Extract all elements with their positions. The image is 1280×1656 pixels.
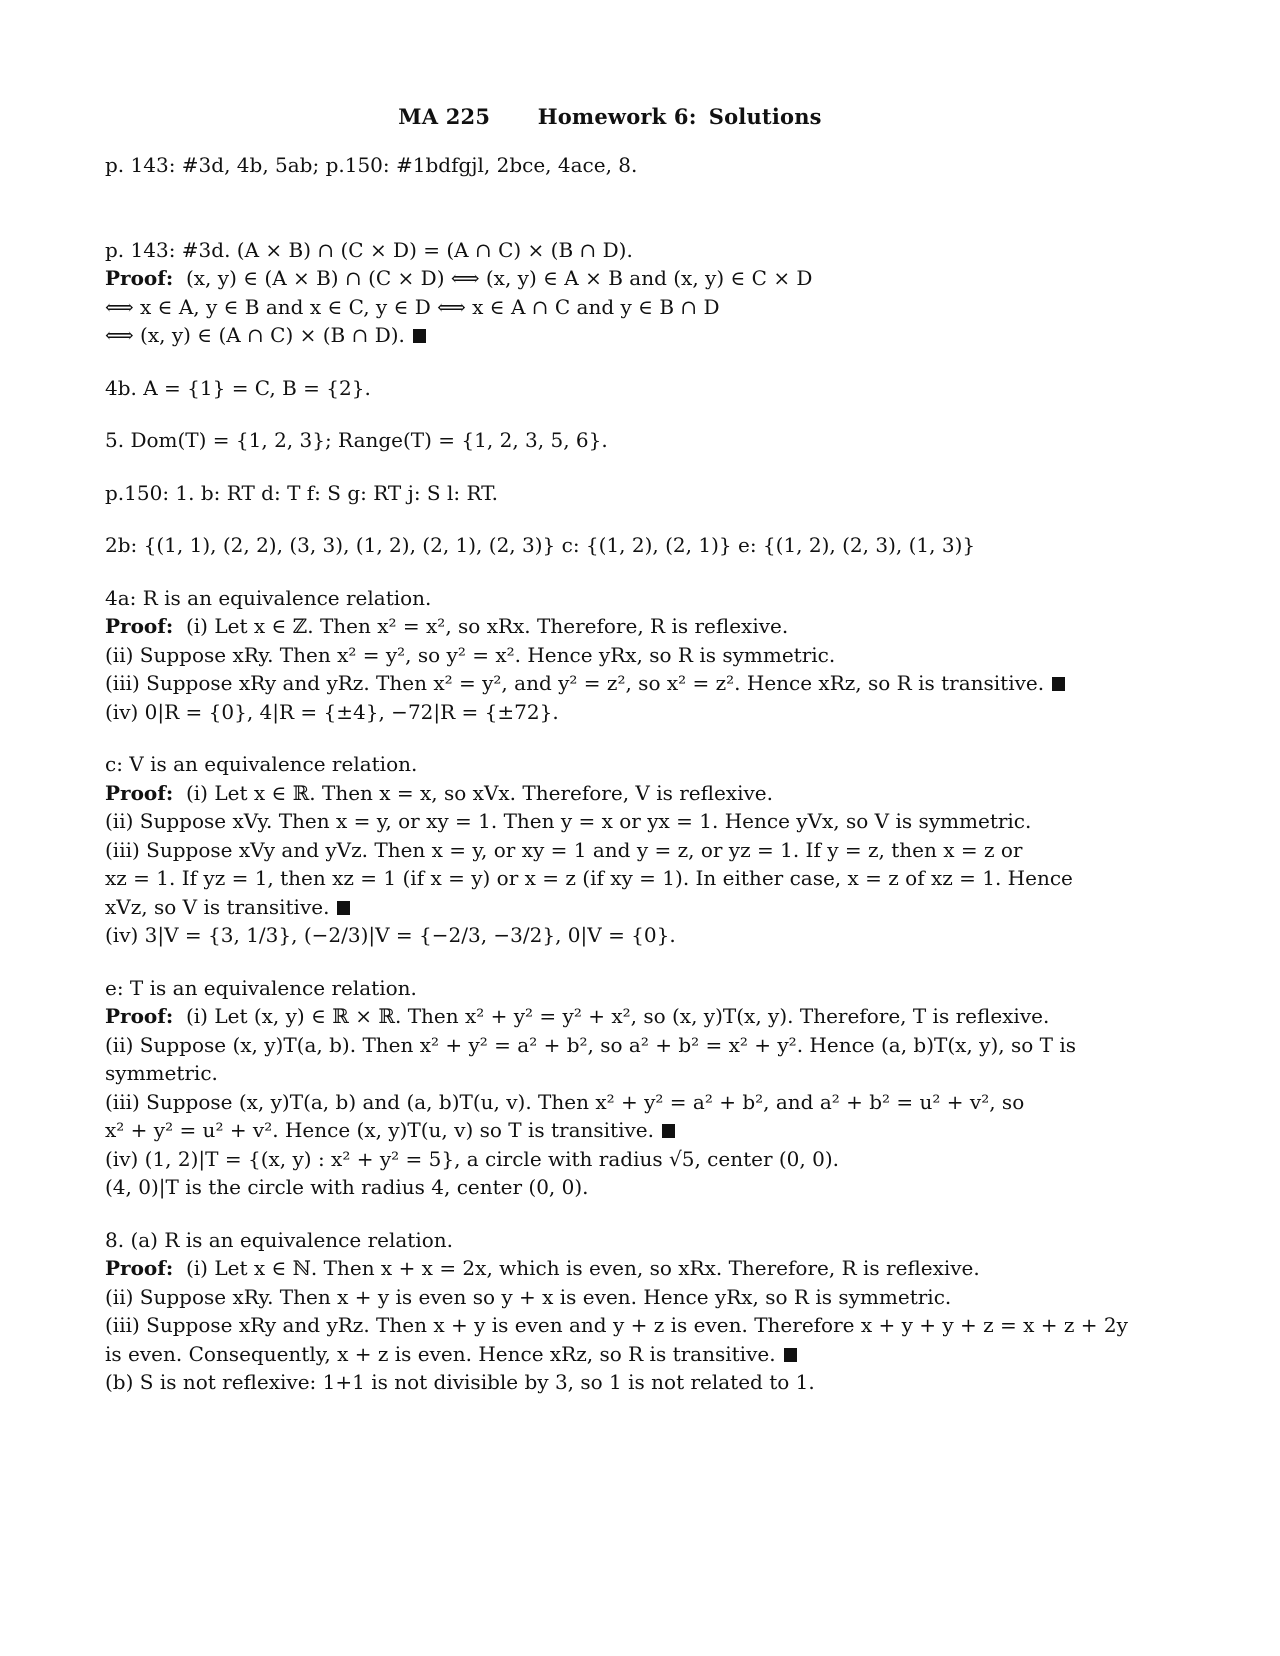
problem-4b bbox=[105, 374, 1115, 403]
problem-p150-2 bbox=[105, 531, 1115, 560]
problem-8 bbox=[105, 1226, 1128, 1397]
proof-line: (iii) Suppose (x, y)T(a, b) and (a, b)T(u, v). Then x² + y² = a² + b², and a² + b² = u² + v², so bbox=[105, 1089, 1025, 1114]
proof-line: (iv) (1, 2)|T = {(x, y) : x² + y² = 5}, a circle with radius √5, center (0, 0). bbox=[105, 1146, 840, 1171]
proof-line: x² + y² = u² + v². Hence (x, y)T(u, v) so T is transitive. bbox=[105, 1116, 1115, 1145]
proof-label: Proof: bbox=[105, 614, 174, 638]
problem-4e bbox=[105, 974, 1115, 1202]
proof-line: (iii) Suppose xRy and yRz. Then x + y is even and y + z is even. Therefore x + y + y + z = x + z + 2y bbox=[105, 1313, 1128, 1337]
problem-statement: p. 143: #3d. (A × B) ∩ (C × D) = (A ∩ C) × (B ∩ D). bbox=[105, 237, 633, 262]
problem-statement: e: T is an equivalence relation. bbox=[105, 975, 417, 1000]
proof-line: (ii) Suppose xVy. Then x = y, or xy = 1. Then y = x or yx = 1. Hence yVx, so V is symmetric. bbox=[105, 809, 1032, 833]
assignment-name: Homework 6: bbox=[537, 104, 697, 129]
problem-4c bbox=[105, 750, 1115, 950]
qed-square-icon bbox=[413, 329, 426, 343]
qed-square-icon bbox=[337, 901, 350, 915]
proof-line: is even. Consequently, x + z is even. Hence xRz, so R is transitive. bbox=[105, 1340, 1115, 1369]
proof-line: xVz, so V is transitive. bbox=[105, 893, 1115, 922]
answer-line: 2b: {(1, 1), (2, 2), (3, 3), (1, 2), (2, 1), (2, 3)} c: {(1, 2), (2, 1)} e: {(1, 2), (2, 3), (1, 3)} bbox=[105, 533, 976, 557]
proof-line: ⟺ (x, y) ∈ (A ∩ C) × (B ∩ D). bbox=[105, 321, 1115, 350]
proof-label: Proof: bbox=[105, 780, 174, 805]
proof-line: symmetric. bbox=[105, 1061, 218, 1085]
proof-label: Proof: bbox=[105, 1004, 174, 1028]
proof-label: Proof: bbox=[105, 1256, 174, 1280]
proof-line: Proof: (i) Let x ∈ ℝ. Then x = x, so xVx. Therefore, V is reflexive. bbox=[105, 780, 773, 805]
proof-line: (ii) Suppose xRy. Then x + y is even so y + x is even. Hence yRx, so R is symmetric. bbox=[105, 1284, 952, 1309]
proof-line: Proof: (i) Let x ∈ ℤ. Then x² = x², so xRx. Therefore, R is reflexive. bbox=[105, 614, 789, 638]
page-title bbox=[105, 104, 1115, 129]
proof-line: ⟺ x ∈ A, y ∈ B and x ∈ C, y ∈ D ⟺ x ∈ A ∩ C and y ∈ B ∩ D bbox=[105, 294, 720, 319]
proof-line: (iii) Suppose xVy and yVz. Then x = y, or xy = 1 and y = z, or yz = 1. If y = z, then x = z or bbox=[105, 837, 1023, 862]
answer-line: 4b. A = {1} = C, B = {2}. bbox=[105, 375, 371, 400]
problem-statement: 4a: R is an equivalence relation. bbox=[105, 585, 432, 610]
proof-line: Proof: (x, y) ∈ (A × B) ∩ (C × D) ⟺ (x, y) ∈ A × B and (x, y) ∈ C × D bbox=[105, 266, 813, 290]
qed-square-icon bbox=[1052, 677, 1065, 691]
course-code: MA 225 bbox=[398, 104, 491, 129]
proof-line: (ii) Suppose xRy. Then x² = y², so y² = x². Hence yRx, so R is symmetric. bbox=[105, 642, 836, 667]
problem-5 bbox=[105, 426, 1115, 455]
problem-4a bbox=[105, 584, 1115, 727]
proof-line: (ii) Suppose (x, y)T(a, b). Then x² + y² = a² + b², so a² + b² = x² + y². Hence (a, b)T(x, y), so T is bbox=[105, 1032, 1076, 1057]
problem-statement: 8. (a) R is an equivalence relation. bbox=[105, 1227, 453, 1252]
problem-statement: c: V is an equivalence relation. bbox=[105, 752, 418, 776]
document-page bbox=[105, 104, 1128, 1397]
problem-3d bbox=[105, 236, 1115, 350]
answer-line: p.150: 1. b: RT d: T f: S g: RT j: S l: RT. bbox=[105, 480, 498, 505]
assignment-subtitle: Solutions bbox=[708, 104, 822, 129]
problem-p150-1 bbox=[105, 479, 1115, 508]
proof-line: (iii) Suppose xRy and yRz. Then x² = y², and y² = z², so x² = z². Hence xRz, so R is transitive. bbox=[105, 669, 1115, 698]
proof-line: (iv) 3|V = {3, 1/3}, (−2/3)|V = {−2/3, −3/2}, 0|V = {0}. bbox=[105, 923, 676, 947]
proof-line: Proof: (i) Let x ∈ ℕ. Then x + x = 2x, which is even, so xRx. Therefore, R is reflexive. bbox=[105, 1256, 980, 1280]
assigned-problems: p. 143: #3d, 4b, 5ab; p.150: #1bdfgjl, 2bce, 4ace, 8. bbox=[105, 153, 638, 177]
proof-line: (iv) 0|R = {0}, 4|R = {±4}, −72|R = {±72}. bbox=[105, 699, 559, 724]
proof-line: (b) S is not reflexive: 1+1 is not divisible by 3, so 1 is not related to 1. bbox=[105, 1370, 815, 1394]
proof-line: Proof: (i) Let (x, y) ∈ ℝ × ℝ. Then x² + y² = y² + x², so (x, y)T(x, y). Therefore, T is reflexive. bbox=[105, 1004, 1050, 1028]
proof-line: xz = 1. If yz = 1, then xz = 1 (if x = y) or x = z (if xy = 1). In either case, x = z of xz = 1. Hence bbox=[105, 866, 1073, 890]
answer-line: 5. Dom(T) = {1, 2, 3}; Range(T) = {1, 2, 3, 5, 6}. bbox=[105, 428, 608, 452]
qed-square-icon bbox=[662, 1124, 675, 1138]
proof-label: Proof: bbox=[105, 266, 174, 290]
qed-square-icon bbox=[784, 1348, 797, 1362]
proof-line: (4, 0)|T is the circle with radius 4, center (0, 0). bbox=[105, 1175, 589, 1199]
